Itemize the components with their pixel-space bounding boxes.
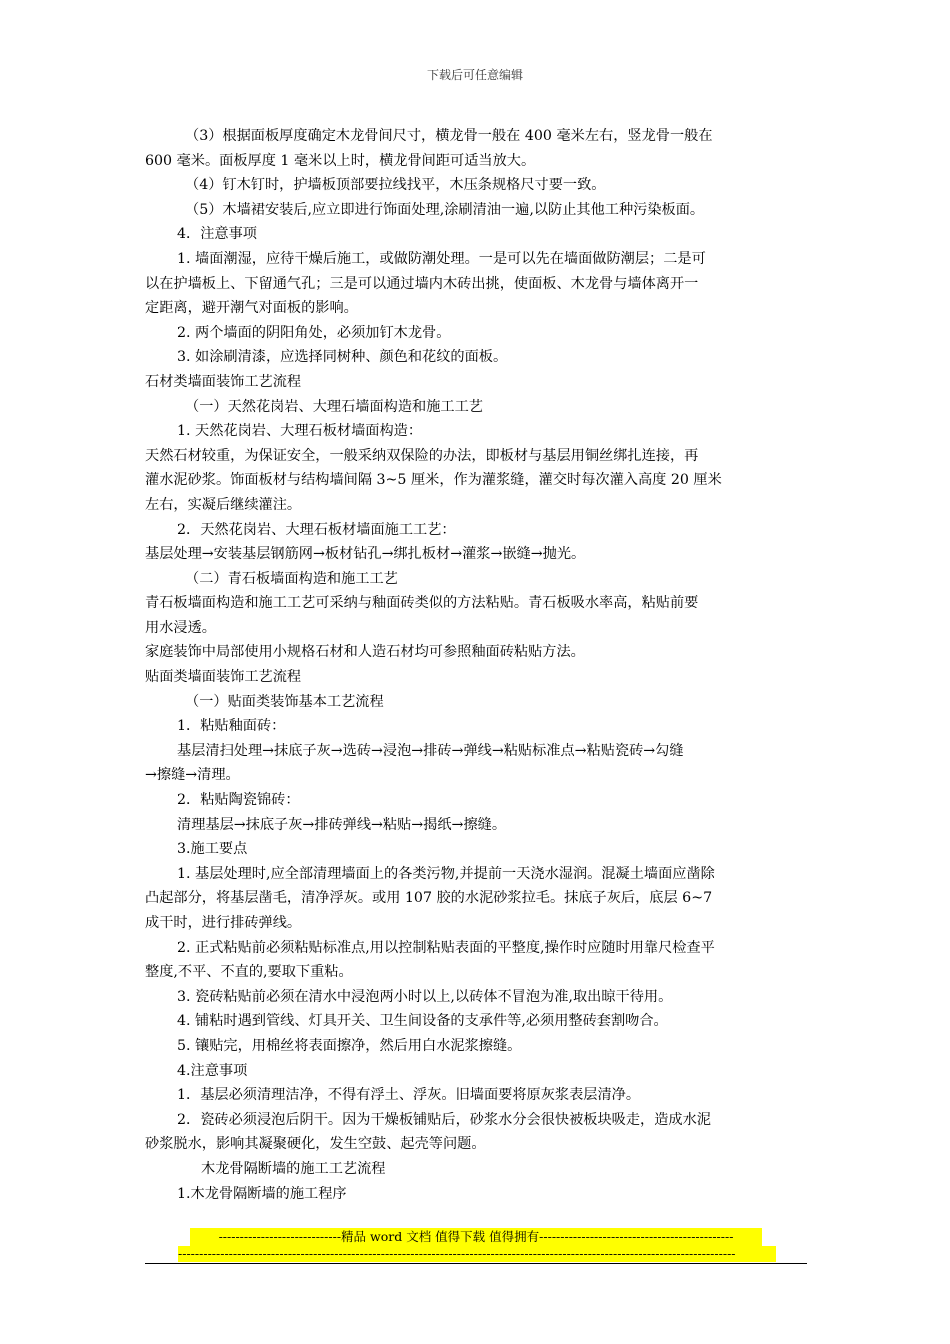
text-line: 左右，实凝后继续灌注。 [145, 496, 302, 513]
text-line: 1. 基层处理时,应全部清理墙面上的各类污物,并提前一天浇水湿润。混凝土墙面应凿除 [177, 865, 715, 882]
text-line: 家庭装饰中局部使用小规格石材和人造石材均可参照釉面砖粘贴方法。 [145, 644, 585, 661]
text-line: 基层处理→安装基层钢筋网→板材钻孔→绑扎板材→灌浆→嵌缝→抛光。 [145, 546, 586, 563]
text-line: →擦缝→清理。 [145, 767, 240, 784]
text-line: 4. 铺粘时遇到管线、灯具开关、卫生间设备的支承件等,必须用整砖套割吻合。 [177, 1013, 668, 1030]
text-line: 5. 镶贴完，用棉丝将表面擦净，然后用白水泥浆擦缝。 [177, 1037, 522, 1054]
text-line: （5）木墙裙安装后,应立即进行饰面处理,涂刷清油一遍,以防止其他工种污染板面。 [185, 201, 705, 218]
text-line: 贴面类墙面装饰工艺流程 [145, 669, 302, 686]
text-line: 以在护墙板上、下留通气孔；三是可以通过墙内木砖出挑，使面板、木龙骨与墙体离开一 [145, 275, 699, 292]
text-line: 3. 如涂刷清漆，应选择同树种、颜色和花纹的面板。 [177, 349, 508, 366]
text-line: 4．注意事项 [177, 226, 257, 243]
text-line: 砂浆脱水，影响其凝聚硬化，发生空鼓、起壳等问题。 [145, 1136, 486, 1153]
text-line: 2. 两个墙面的阴阳角处，必须加钉木龙骨。 [177, 324, 451, 341]
text-line: 1．基层必须清理洁净，不得有浮土、浮灰。旧墙面要将原灰浆表层清净。 [177, 1087, 641, 1104]
text-line: 石材类墙面装饰工艺流程 [145, 373, 302, 390]
text-line: 2．粘贴陶瓷锦砖： [177, 792, 300, 809]
text-line: （3）根据面板厚度确定木龙骨间尺寸，横龙骨一般在 400 毫米左右，竖龙骨一般在 [185, 128, 713, 144]
text-line: 2．瓷砖必须浸泡后阴干。因为干燥板铺贴后，砂浆水分会很快被板块吸走，造成水泥 [177, 1111, 711, 1128]
footer-banner: -----------------------------精品 word 文档 值得下载 值得拥有---------------------------------------------- [190, 1228, 762, 1246]
text-line: 灌水泥砂浆。饰面板材与结构墙间隔 3~5 厘米，作为灌浆缝，灌交时每次灌入高度 20 厘米 [145, 472, 722, 489]
text-line: 青石板墙面构造和施工工艺可采纳与釉面砖类似的方法粘贴。青石板吸水率高，粘贴前要 [145, 595, 699, 612]
text-line: 基层清扫处理→抹底子灰→选砖→浸泡→排砖→弹线→粘贴标准点→粘贴瓷砖→勾缝 [177, 742, 684, 759]
text-line: 1. 天然花岗岩、大理石板材墙面构造： [177, 423, 423, 440]
text-line: 整度,不平、不直的,要取下重粘。 [145, 964, 353, 981]
text-line: （二）青石板墙面构造和施工工艺 [185, 570, 398, 587]
text-line: 2．天然花岗岩、大理石板材墙面施工工艺： [177, 521, 456, 538]
text-line: 3.施工要点 [177, 841, 248, 858]
text-line: （一）贴面类装饰基本工艺流程 [185, 693, 384, 710]
text-line: 600 毫米。面板厚度 1 毫米以上时，横龙骨间距可适当放大。 [145, 152, 536, 169]
footer-rule [145, 1263, 807, 1264]
text-line: 2. 正式粘贴前必须粘贴标准点,用以控制粘贴表面的平整度,操作时应随时用靠尺检查平 [177, 939, 715, 956]
text-line: 3. 瓷砖粘贴前必须在清水中浸泡两小时以上,以砖体不冒泡为准,取出晾干待用。 [177, 988, 673, 1005]
text-line: 天然石材较重，为保证安全，一般采纳双保险的办法，即板材与基层用铜丝绑扎连接，再 [145, 447, 699, 464]
text-line: 1．粘贴釉面砖： [177, 718, 286, 735]
text-line: 清理基层→抹底子灰→排砖弹线→粘贴→揭纸→擦缝。 [177, 816, 507, 833]
text-line: 1. 墙面潮湿，应待干燥后施工，或做防潮处理。一是可以先在墙面做防潮层；二是可 [177, 250, 706, 267]
document-body [145, 124, 807, 1206]
text-line: 4.注意事项 [177, 1062, 248, 1079]
text-line: 凸起部分，将基层凿毛，清净浮灰。或用 107 胶的水泥砂浆拉毛。抹底子灰后，底层 6~7 [145, 890, 713, 907]
text-line: （一）天然花岗岩、大理石墙面构造和施工工艺 [185, 398, 483, 415]
text-line: 木龙骨隔断墙的施工工艺流程 [201, 1160, 386, 1177]
text-line: 定距离，避开潮气对面板的影响。 [145, 300, 358, 317]
text-line: 成干时，进行排砖弹线。 [145, 915, 302, 931]
text-line: 1.木龙骨隔断墙的施工程序 [177, 1185, 347, 1202]
text-line: （4）钉木钉时，护墙板顶部要拉线找平，木压条规格尺寸要一致。 [185, 177, 606, 194]
text-line: 用水浸透。 [145, 619, 216, 636]
footer-dashes: ------------------------------------------------------------------------------------------------------------------------------------ [178, 1246, 776, 1262]
page-header: 下载后可任意编辑 [426, 68, 523, 82]
